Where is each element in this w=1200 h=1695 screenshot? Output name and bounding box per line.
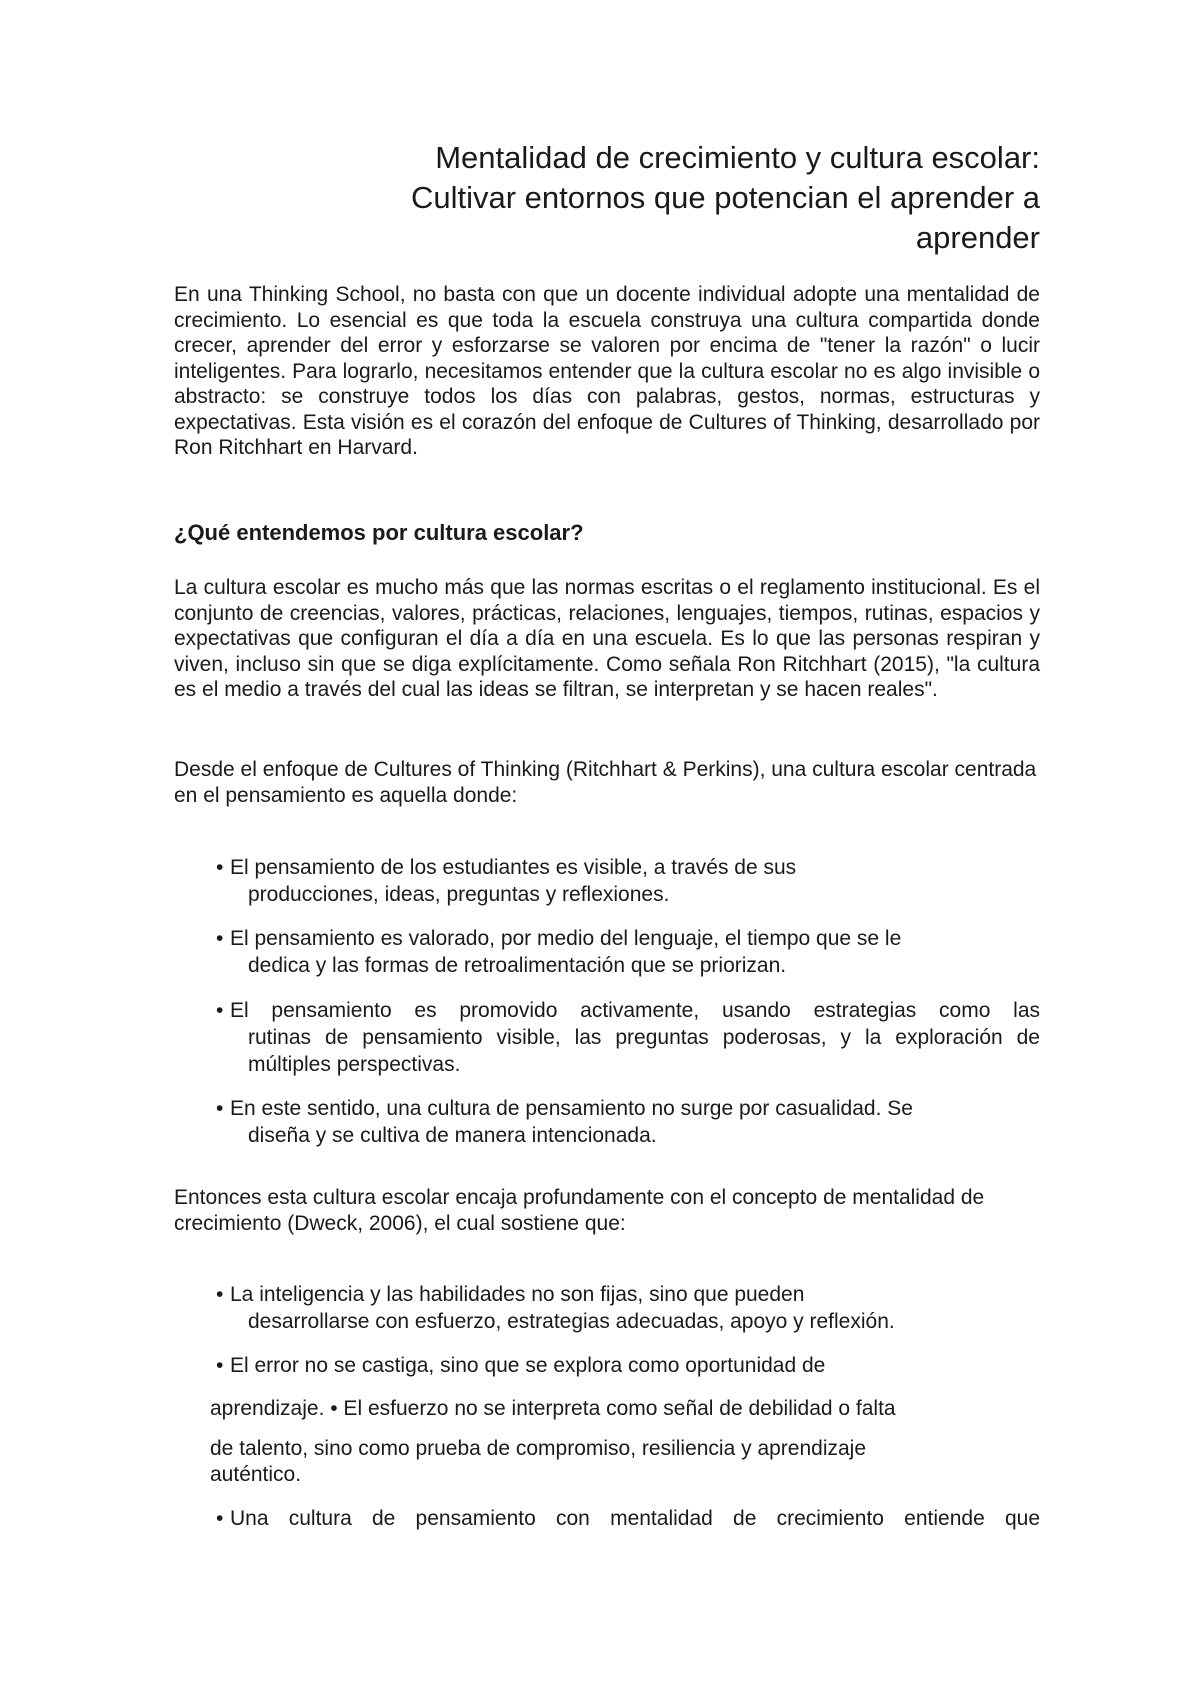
bullet-line: El pensamiento es valorado, por medio del lenguaje, el tiempo que se le	[230, 927, 902, 950]
growth-mindset-paragraph: Entonces esta cultura escolar encaja profundamente con el concepto de mentalidad de crecimiento (Dweck, 2006), el cual sostiene que:	[174, 1186, 985, 1235]
merged-bullet-line-3: auténtico.	[210, 1463, 302, 1486]
list-item	[216, 997, 1040, 1078]
bullet-dot: •	[216, 1354, 224, 1377]
bullet-continuation: producciones, ideas, preguntas y reflexiones.	[248, 883, 670, 906]
list-item	[216, 925, 1040, 979]
list-item	[216, 1095, 1040, 1149]
bullet-dot: •	[216, 1283, 224, 1306]
culture-paragraph: La cultura escolar es mucho más que las normas escritas o el reglamento institucional. Es el conjunto de creencias, valores, prácticas, relaciones, lenguajes, tiempos, rutinas, espacios y expectativas que configuran el día a día en una escuela. Es lo que las personas respiran y viven, incluso sin que se diga explícitamente. Como señala Ron Ritchhart (2015), "la cultura es el medio a través del cual las ideas se filtran, se interpretan y se hacen reales".	[174, 576, 1040, 701]
list-item	[216, 1281, 1040, 1335]
intro-paragraph: En una Thinking School, no basta con que un docente individual adopte una mentalidad de crecimiento. Lo esencial es que toda la escuela construya una cultura compartida donde crecer, aprender del error y esforzarse se valoren por encima de "tener la razón" o lucir inteligentes. Para lograrlo, necesitamos entender que la cultura escolar no es algo invisible o abstracto: se construye todos los días con palabras, gestos, normas, estructuras y expectativas. Esta visión es el corazón del enfoque de Cultures of Thinking, desarrollado por Ron Ritchhart en Harvard.	[174, 283, 1040, 459]
cultures-of-thinking-paragraph: Desde el enfoque de Cultures of Thinking (Ritchhart & Perkins), una cultura escolar centrada en el pensamiento es aquella donde:	[174, 758, 1037, 807]
list-item	[216, 1352, 1040, 1379]
bullet-dot: •	[216, 1097, 224, 1120]
bullet-continuation: desarrollarse con esfuerzo, estrategias adecuadas, apoyo y reflexión.	[248, 1310, 895, 1333]
bullet-continuation: rutinas de pensamiento visible, las preguntas poderosas, y la exploración de múltiples perspectivas.	[248, 1026, 1040, 1076]
bullet-line: Una cultura de pensamiento con mentalidad de crecimiento entiende que	[230, 1507, 1040, 1530]
bullet-line: El error no se castiga, sino que se explora como oportunidad de	[230, 1354, 826, 1377]
bullet-continuation: diseña y se cultiva de manera intencionada.	[248, 1124, 657, 1147]
bullet-line: En este sentido, una cultura de pensamiento no surge por casualidad. Se	[230, 1097, 913, 1120]
bullet-continuation: dedica y las formas de retroalimentación que se priorizan.	[248, 954, 787, 977]
document-page	[174, 0, 1040, 1695]
bullet-dot: •	[216, 999, 224, 1022]
title-line-1: Mentalidad de crecimiento y cultura escolar:	[435, 140, 1040, 175]
bullet-line: La inteligencia y las habilidades no son fijas, sino que pueden	[230, 1283, 805, 1306]
bullet-dot: •	[216, 856, 224, 879]
bullet-line: El pensamiento de los estudiantes es visible, a través de sus	[230, 856, 797, 879]
bullet-line: El pensamiento es promovido activamente, usando estrategias como las	[230, 999, 1040, 1022]
title-line-2: Cultivar entornos que potencian el aprender a	[410, 180, 1040, 215]
merged-bullet-line-2: de talento, sino como prueba de compromiso, resiliencia y aprendizaje	[210, 1437, 867, 1460]
merged-bullet-line-1: aprendizaje. • El esfuerzo no se interpreta como señal de debilidad o falta	[210, 1397, 896, 1420]
bullet-dot: •	[216, 927, 224, 950]
title-line-3: aprender	[915, 220, 1040, 255]
document-title	[174, 138, 1040, 258]
list-item	[216, 854, 1040, 908]
section-heading: ¿Qué entendemos por cultura escolar?	[174, 520, 584, 545]
list-item	[216, 1505, 1040, 1532]
bullet-dot: •	[216, 1507, 224, 1530]
